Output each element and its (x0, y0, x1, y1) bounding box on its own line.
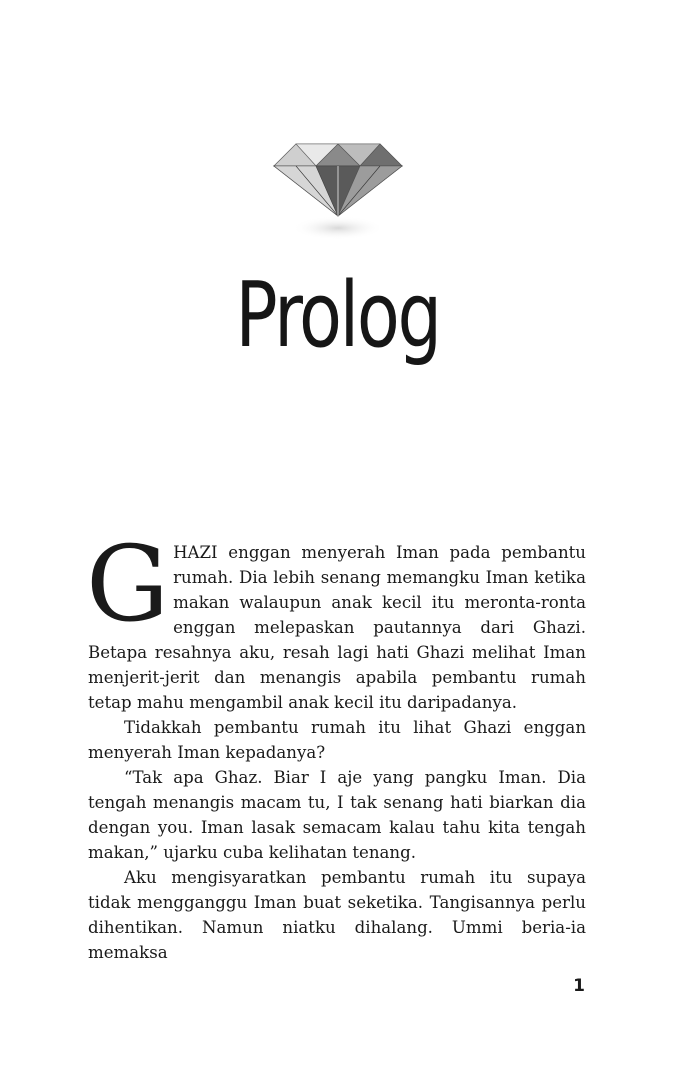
drop-cap: G (86, 523, 170, 645)
diamond-icon (272, 136, 404, 246)
paragraph: Tidakkah pembantu rumah itu lihat Ghazi enggan menyerah Iman kepadanya? (88, 718, 586, 762)
chapter-body (86, 523, 586, 965)
paragraph: “Tak apa Ghaz. Biar I aje yang pangku Iman. Dia tengah menangis macam tu, I tak senang hati biarkan dia dengan you. Iman lasak semacam kalau tahu kita tengah makan,” ujarku cuba kelihatan tenang. (88, 768, 586, 862)
paragraph-text: HAZI enggan menyerah Iman pada pembantu rumah. Dia lebih senang memangku Iman ketika makan walaupun anak kecil itu meronta-ronta enggan melepaskan pautannya dari Ghazi. Betapa resahnya aku, resah lagi hati Ghazi melihat Iman menjerit-jerit dan menangis apabila pembantu rumah tetap mahu mengambil anak kecil itu daripadanya. (88, 543, 586, 712)
page-number: 1 (573, 976, 585, 996)
paragraph (86, 523, 586, 715)
chapter-title: Prolog (235, 263, 440, 368)
paragraph: Aku mengisyaratkan pembantu rumah itu supaya tidak mengganggu Iman buat seketika. Tangisannya perlu dihentikan. Namun niatku dihalang. Ummi beria-ia memaksa (88, 868, 586, 962)
